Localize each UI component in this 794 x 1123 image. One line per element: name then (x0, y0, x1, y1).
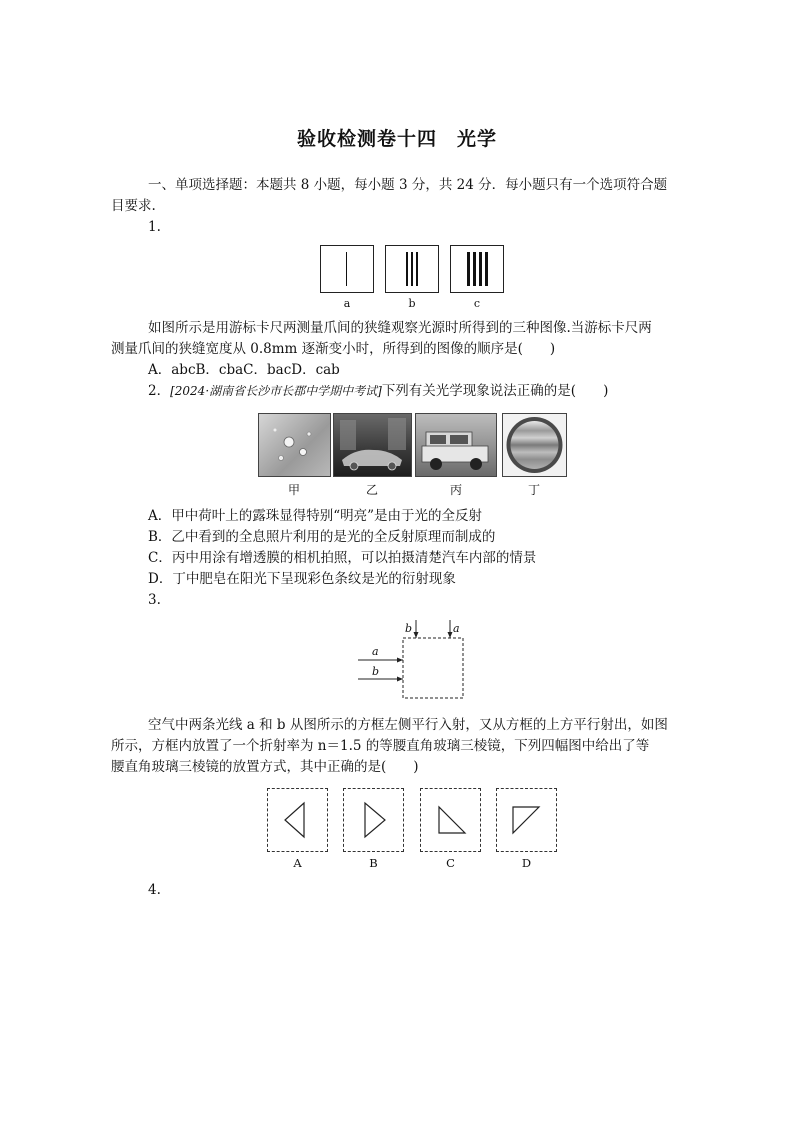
ray-label-top-b: b (405, 622, 413, 635)
q3-stem-line1: 空气中两条光线 a 和 b 从图所示的方框左侧平行入射，又从方框的上方平行射出，如图 (148, 717, 668, 733)
q3-ray-diagram (350, 618, 480, 704)
q1-number: 1. (148, 219, 161, 235)
ray-label-left-a: a (372, 645, 379, 658)
q2-number: 2． (148, 383, 171, 399)
q1-stem-line1: 如图所示是用游标卡尺两测量爪间的狭缝观察光源时所得到的三种图像.当游标卡尺两 (148, 320, 652, 336)
q2-option-d: D．丁中肥皂在阳光下呈现彩色条纹是光的衍射现象 (148, 571, 456, 587)
photo-car (415, 413, 497, 477)
choice-d-label: D (521, 856, 532, 870)
choice-b-box (343, 788, 404, 852)
q3-number: 3. (148, 592, 161, 608)
page-title: 验收检测卷十四 光学 (296, 128, 497, 150)
photo-soap-film (502, 413, 567, 477)
choice-c-box (420, 788, 481, 852)
q2-option-b: B．乙中看到的全息照片利用的是光的全反射原理而制成的 (148, 529, 496, 545)
photo-hologram (333, 413, 412, 477)
photo-dewdrops (258, 413, 331, 477)
q2-option-a: A．甲中荷叶上的露珠显得特别“明亮”是由于光的全反射 (148, 508, 483, 524)
ray-label-left-b: b (372, 665, 380, 678)
choice-c-label: C (446, 856, 455, 870)
section-instruction-line1: 一、单项选择题：本题共 8 小题，每小题 3 分，共 24 分．每小题只有一个选项符合题 (148, 177, 668, 193)
q2-option-c: C．丙中用涂有增透膜的相机拍照，可以拍摄清楚汽车内部的情景 (148, 550, 537, 566)
slit-image-a (320, 245, 374, 293)
q1-options: A．abcB．cbaC．bacD．cab (148, 362, 340, 378)
q4-number: 4. (148, 882, 161, 898)
label-a: a (343, 297, 351, 310)
q2-stem: 下列有关光学现象说法正确的是( ) (381, 383, 609, 399)
choice-b-label: B (369, 856, 378, 870)
ray-label-top-a: a (453, 622, 460, 635)
label-ding: 丁 (527, 483, 540, 497)
slit-image-b (385, 245, 439, 293)
q3-stem-line3: 腰直角玻璃三棱镜的放置方式，其中正确的是( ) (111, 759, 419, 775)
label-c: c (473, 297, 481, 310)
choice-a-label: A (293, 856, 302, 870)
label-b: b (408, 297, 416, 310)
label-bing: 丙 (449, 483, 462, 497)
label-jia: 甲 (287, 483, 300, 497)
slit-image-c (450, 245, 504, 293)
q2-source: [2024·湖南省长沙市长郡中学期中考试] (170, 384, 382, 398)
choice-a-box (267, 788, 328, 852)
q3-stem-line2: 所示，方框内放置了一个折射率为 n＝1.5 的等腰直角玻璃三棱镜，下列四幅图中给出了等 (111, 738, 650, 754)
section-instruction-line2: 目要求. (111, 198, 156, 214)
choice-d-box (496, 788, 557, 852)
q1-stem-line2: 测量爪间的狭缝宽度从 0.8mm 逐渐变小时，所得到的图像的顺序是( ) (111, 341, 556, 357)
label-yi: 乙 (365, 483, 378, 497)
